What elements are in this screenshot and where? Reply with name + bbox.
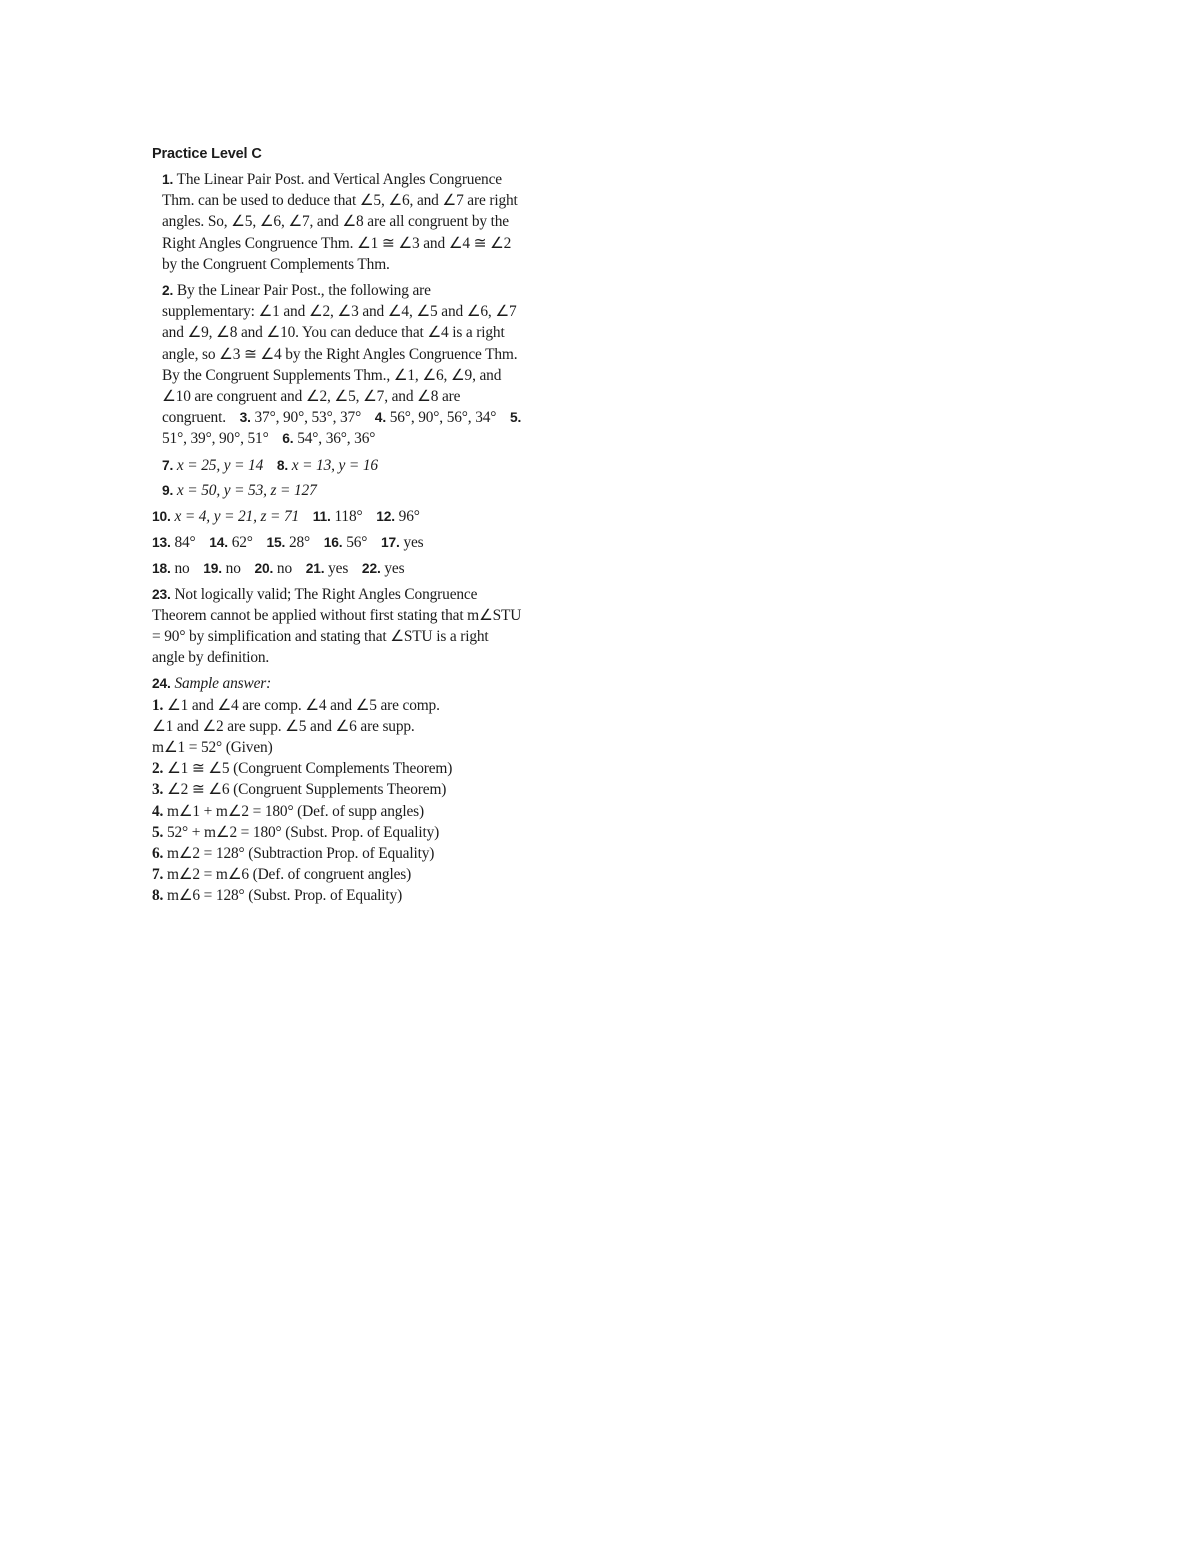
proof-step	[152, 864, 524, 885]
section-heading: Practice Level C	[152, 146, 262, 162]
answer-number: 19.	[203, 560, 222, 576]
answer-number: 17.	[381, 535, 400, 551]
answer-text: x = 4, y = 21, z = 71	[174, 508, 300, 526]
answer-text: 56°, 90°, 56°, 34°	[389, 409, 497, 427]
answer-text: x = 25, y = 14	[176, 456, 264, 474]
answer-number: 12.	[376, 509, 395, 525]
answer-text: 84°	[174, 534, 196, 552]
answer-text: no	[174, 559, 190, 577]
proof-step	[152, 885, 524, 906]
step-text: ∠1 and ∠4 are comp. ∠4 and ∠5 are comp.	[166, 696, 440, 714]
step-number: 5.	[152, 823, 164, 841]
answer-number: 24.	[152, 676, 171, 692]
proof-step-continuation: m∠1 = 52° (Given)	[152, 739, 273, 757]
step-number: 1.	[152, 696, 164, 714]
answer-number: 3.	[239, 410, 251, 426]
answer-number: 10.	[152, 509, 171, 525]
answer-text: Not logically valid; The Right Angles Congruence Theorem cannot be applied without first stating that m∠STU = 90° by simplification and stating that ∠STU is a right angle by definition.	[152, 585, 522, 667]
answer-23	[152, 584, 524, 669]
answer-number: 21.	[305, 560, 325, 576]
proof-step	[152, 843, 524, 864]
step-number: 3.	[152, 781, 164, 799]
answer-number: 22.	[361, 560, 381, 576]
answer-number: 14.	[209, 535, 228, 551]
proof-step	[152, 695, 524, 716]
answer-text: 51°, 39°, 90°, 51°	[162, 430, 269, 448]
answer-text: yes	[403, 534, 424, 552]
answer-number: 5.	[510, 410, 522, 426]
answer-row	[152, 480, 524, 501]
answer-number: 6.	[282, 431, 294, 447]
proof-step	[152, 822, 524, 843]
answer-row	[152, 532, 524, 553]
sample-answer-label: Sample answer:	[174, 675, 272, 693]
answer-text: 118°	[334, 508, 363, 526]
answer-number: 23.	[152, 586, 171, 602]
answer-row	[152, 506, 524, 527]
answer-number: 13.	[152, 535, 171, 551]
answer-text: 37°, 90°, 53°, 37°	[254, 409, 362, 427]
step-number: 4.	[152, 802, 164, 820]
step-text: m∠2 = 128° (Subtraction Prop. of Equality)	[166, 845, 435, 863]
answer-text: By the Linear Pair Post., the following are supplementary: ∠1 and ∠2, ∠3 and ∠4, ∠5 and ∠6, ∠7 and ∠9, ∠8 and ∠10. You can deduce that ∠4 is a right angle, so ∠3 ≅ ∠4 by the Right Angles Congruence Thm. By the Congruent Supplements Thm., ∠1, ∠6, ∠9, and ∠10 are congruent and ∠2, ∠5, ∠7, and ∠8 are congruent.	[162, 282, 518, 427]
answer-number: 1.	[162, 172, 174, 187]
answer-number: 11.	[312, 509, 331, 525]
answer-text: 62°	[231, 534, 253, 552]
answer-number: 8.	[276, 457, 289, 473]
step-text: ∠2 ≅ ∠6 (Congruent Supplements Theorem)	[166, 781, 447, 799]
answer-text: no	[276, 559, 292, 577]
answer-text: The Linear Pair Post. and Vertical Angles Congruence Thm. can be used to deduce that ∠5, ∠6, and ∠7 are right angles. So, ∠5, ∠6, ∠7, and ∠8 are all congruent by the Right Angles Congruence Thm. ∠1 ≅ ∠3 and ∠4 ≅ ∠2 by the Congruent Complements Thm.	[162, 171, 518, 273]
proof-step	[152, 758, 524, 779]
proof-step-continuation: ∠1 and ∠2 are supp. ∠5 and ∠6 are supp.	[152, 717, 415, 735]
answer-text: x = 13, y = 16	[291, 456, 378, 474]
answer-text: 56°	[346, 534, 368, 552]
answer-text: x = 50, y = 53, z = 127	[176, 482, 317, 500]
answer-24-header	[152, 673, 524, 694]
answer-text: 28°	[288, 534, 311, 552]
step-text: ∠1 ≅ ∠5 (Congruent Complements Theorem)	[166, 760, 453, 778]
answer-text: 54°, 36°, 36°	[297, 430, 376, 448]
answer-number: 15.	[266, 535, 286, 551]
answer-number: 4.	[374, 410, 387, 426]
answer-row	[152, 558, 524, 579]
step-number: 7.	[152, 866, 164, 884]
step-text: m∠6 = 128° (Subst. Prop. of Equality)	[166, 887, 403, 905]
answer-number: 2.	[162, 283, 174, 299]
proof-steps	[152, 695, 524, 907]
step-number: 6.	[152, 845, 164, 863]
answer-1	[152, 169, 524, 275]
answer-key-column	[152, 144, 524, 907]
step-text: 52° + m∠2 = 180° (Subst. Prop. of Equality)	[166, 823, 440, 841]
step-number: 8.	[152, 887, 164, 905]
answer-2	[152, 280, 524, 450]
answer-number: 16.	[323, 535, 343, 551]
answer-number: 9.	[162, 483, 174, 499]
answer-number: 18.	[152, 560, 171, 576]
answer-number: 20.	[254, 560, 274, 576]
answer-text: no	[225, 559, 241, 577]
step-text: m∠1 + m∠2 = 180° (Def. of supp angles)	[166, 802, 424, 820]
step-text: m∠2 = m∠6 (Def. of congruent angles)	[166, 866, 412, 884]
answer-text: yes	[328, 559, 349, 577]
answer-text: 96°	[398, 508, 420, 526]
answer-text: yes	[384, 559, 405, 577]
answer-number: 7.	[162, 457, 174, 473]
step-number: 2.	[152, 760, 164, 778]
proof-step	[152, 779, 524, 800]
proof-step	[152, 801, 524, 822]
answer-row	[152, 455, 524, 476]
